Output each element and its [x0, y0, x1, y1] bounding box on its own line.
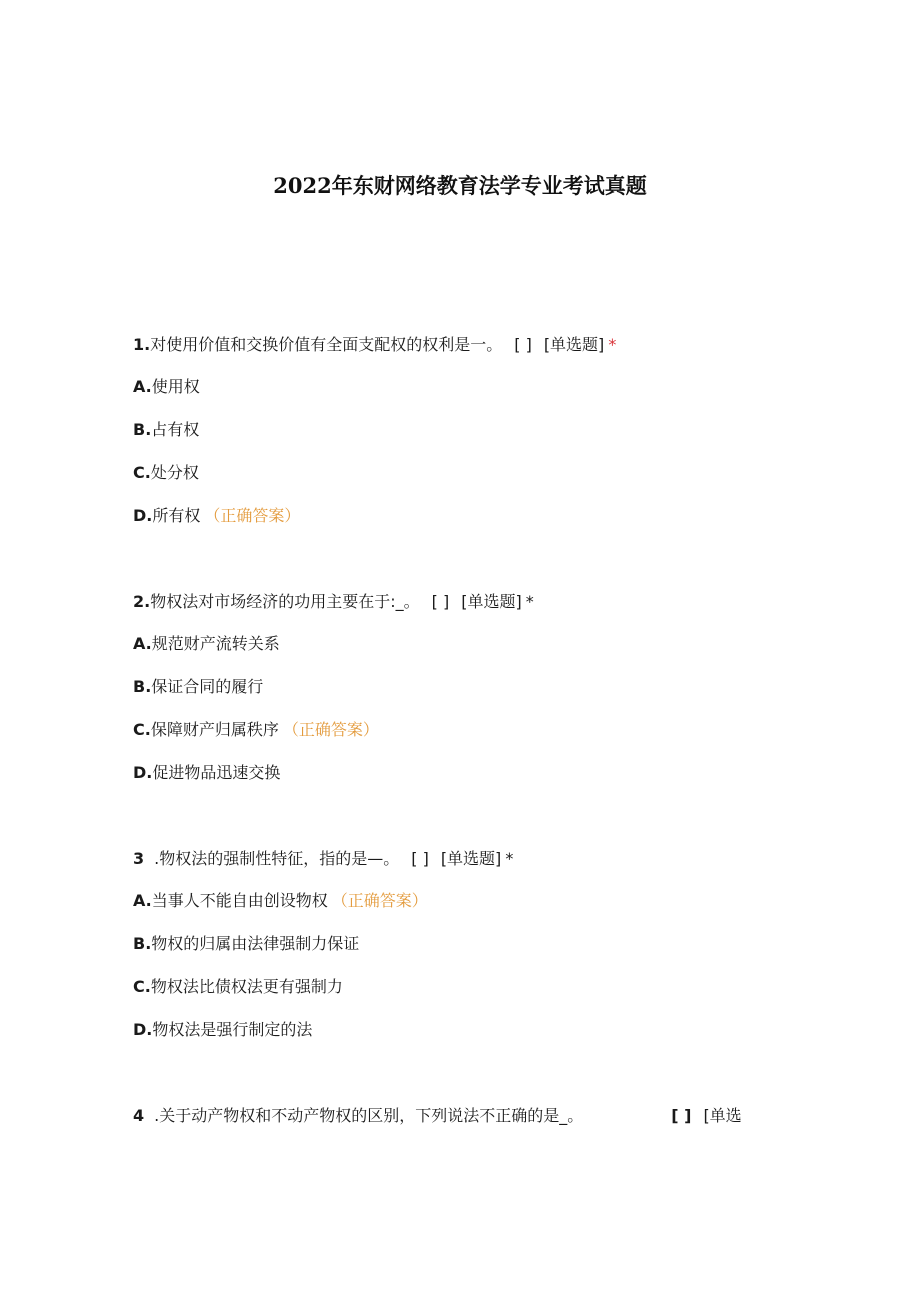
question-number: 3: [133, 849, 145, 868]
question-type-label: [单选题]: [461, 592, 522, 611]
question-number: 2.: [133, 592, 151, 611]
correct-answer-label: （正确答案）: [282, 720, 379, 739]
option-a[interactable]: A.当事人不能自由创设物权 （正确答案）: [133, 891, 428, 910]
option-d[interactable]: D.所有权 （正确答案）: [133, 506, 301, 525]
question-type-label: [单选题]: [543, 335, 605, 354]
answer-brackets: [ ]: [514, 335, 532, 354]
required-mark: *: [608, 335, 617, 354]
question-text: 物权法对市场经济的功用主要在于:_。: [150, 592, 420, 611]
option-d[interactable]: D.物权法是强行制定的法: [133, 1020, 313, 1039]
question-2: [133, 591, 833, 805]
question-number: 4: [133, 1106, 145, 1125]
question-1: [133, 334, 833, 548]
option-a[interactable]: A.使用权: [133, 377, 200, 396]
question-type-label: [单选题]: [440, 849, 502, 868]
question-3-stem: [133, 848, 833, 870]
question-3: [133, 848, 833, 1062]
question-2-stem: [133, 591, 833, 613]
question-number: 1.: [133, 335, 151, 354]
option-d[interactable]: D.促进物品迅速交换: [133, 763, 281, 782]
correct-answer-label: （正确答案）: [204, 506, 301, 525]
question-text: .物权法的强制性特征，指的是—。: [154, 849, 400, 868]
answer-brackets: [ ]: [431, 592, 450, 611]
option-b[interactable]: B.占有权: [133, 420, 200, 439]
options-list: [133, 376, 833, 527]
required-mark: *: [505, 849, 514, 868]
option-b[interactable]: B.保证合同的履行: [133, 677, 264, 696]
option-c[interactable]: C.物权法比债权法更有强制力: [133, 977, 343, 996]
option-b[interactable]: B.物权的归属由法律强制力保证: [133, 934, 360, 953]
question-text: .关于动产物权和不动产物权的区别，下列说法不正确的是_。: [154, 1106, 584, 1125]
options-list: [133, 633, 833, 784]
question-4-stem: [133, 1105, 833, 1127]
options-list: [133, 890, 833, 1041]
document-title: 2022年东财网络教育法学专业考试真题: [273, 173, 647, 198]
question-text: 对使用价值和交换价值有全面支配权的权利是一。: [150, 335, 503, 354]
question-1-stem: [133, 334, 833, 356]
option-a[interactable]: A.规范财产流转关系: [133, 634, 280, 653]
required-mark: *: [525, 592, 534, 611]
option-c[interactable]: C.处分权: [133, 463, 199, 482]
question-type-label: [单选: [703, 1106, 742, 1125]
answer-brackets: [ ]: [671, 1106, 692, 1125]
option-c[interactable]: C.保障财产归属秩序 （正确答案）: [133, 720, 379, 739]
correct-answer-label: （正确答案）: [331, 891, 428, 910]
answer-brackets: [ ]: [411, 849, 429, 868]
question-4: [133, 1105, 833, 1127]
